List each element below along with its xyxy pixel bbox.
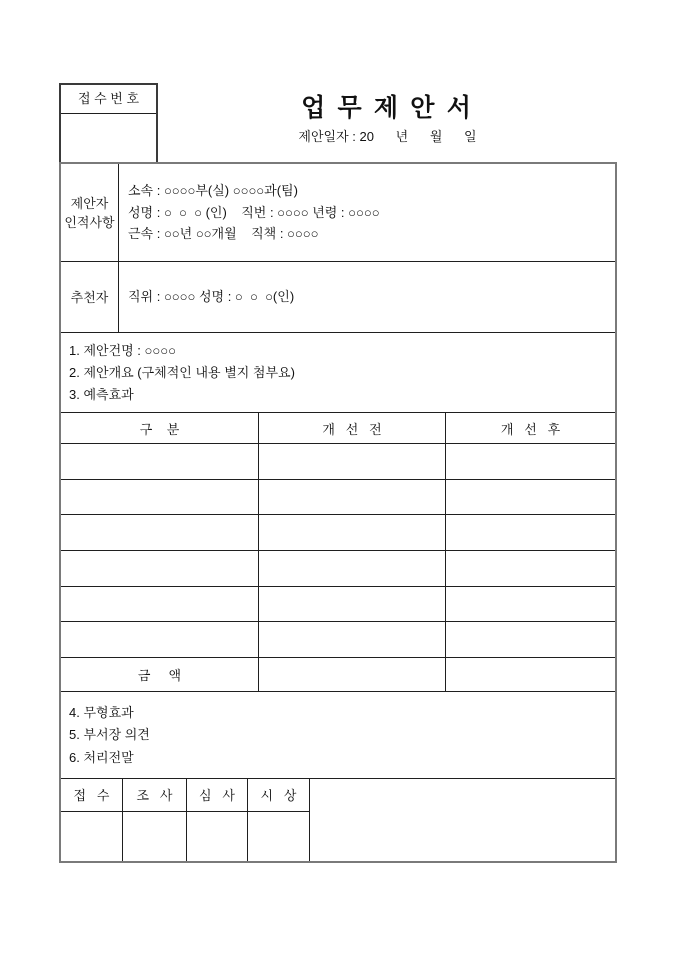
opinion-items-section bbox=[61, 691, 615, 778]
effect-cell-before bbox=[259, 444, 446, 479]
approval-cell-receive bbox=[61, 812, 122, 861]
effect-cell-after bbox=[446, 551, 615, 586]
proposer-service-position: 근속 : ○○년 ○○개월 직책 : ○○○○ bbox=[128, 226, 319, 242]
approval-col-award bbox=[248, 779, 310, 861]
effect-cell-before bbox=[259, 551, 446, 586]
approval-row bbox=[61, 778, 615, 861]
proposal-date-line: 제안일자 : 20 년 월 일 bbox=[298, 129, 477, 144]
item-intangible-effect: 4. 무형효과 bbox=[69, 704, 134, 720]
proposal-items-section bbox=[61, 332, 615, 412]
item-dept-head-opinion: 5. 부서장 의견 bbox=[69, 727, 150, 743]
effect-cell-before bbox=[259, 622, 446, 657]
approval-col-receive bbox=[61, 779, 123, 861]
effect-cell-category bbox=[61, 551, 259, 586]
effect-header-after: 개 선 후 bbox=[500, 421, 561, 437]
approval-header-investigate: 조 사 bbox=[123, 779, 186, 812]
effect-cell-before bbox=[259, 515, 446, 550]
effect-table-header-row bbox=[61, 412, 615, 443]
effect-table-empty-row bbox=[61, 550, 615, 586]
approval-col-review bbox=[187, 779, 248, 861]
proposer-label bbox=[61, 164, 119, 261]
recommender-position-name: 직위 : ○○○○ 성명 : ○ ○ ○(인) bbox=[128, 289, 295, 305]
approval-col-investigate bbox=[123, 779, 187, 861]
effect-cell-category bbox=[61, 622, 259, 657]
approval-header-receive: 접 수 bbox=[61, 779, 122, 812]
effect-cell-after bbox=[446, 587, 615, 622]
effect-cell-after bbox=[446, 444, 615, 479]
recommender-label-text: 추천자 bbox=[70, 289, 109, 305]
item-proposal-title: 1. 제안건명 : ○○○○ bbox=[69, 343, 176, 358]
effect-cell-after bbox=[446, 480, 615, 515]
effect-cell-before bbox=[259, 480, 446, 515]
amount-after-cell bbox=[446, 658, 615, 691]
effect-table-empty-row bbox=[61, 443, 615, 479]
proposer-details-cell bbox=[119, 164, 615, 261]
proposer-affiliation: 소속 : ○○○○부(실) ○○○○과(팀) bbox=[128, 183, 298, 199]
effect-table-empty-row bbox=[61, 479, 615, 515]
recommender-details-cell bbox=[119, 262, 615, 332]
effect-table-amount-row bbox=[61, 657, 615, 691]
effect-header-before: 개 선 전 bbox=[259, 413, 446, 443]
amount-before-cell bbox=[259, 658, 446, 691]
effect-table-empty-row bbox=[61, 621, 615, 657]
effect-cell-category bbox=[61, 444, 259, 479]
effect-cell-category bbox=[61, 587, 259, 622]
approval-cell-award bbox=[248, 812, 309, 861]
proposer-label-line2: 인적사항 bbox=[64, 214, 115, 230]
item-processing-result: 6. 처리전말 bbox=[69, 749, 134, 765]
amount-label: 금 액 bbox=[61, 658, 259, 691]
recommender-label bbox=[61, 262, 119, 332]
receipt-number-label: 접 수 번 호 bbox=[61, 85, 156, 114]
proposer-label-line1: 제안자 bbox=[70, 195, 109, 211]
effect-cell-before bbox=[259, 587, 446, 622]
receipt-number-box bbox=[59, 83, 158, 164]
approval-cell-investigate bbox=[123, 812, 186, 861]
approval-cell-review bbox=[187, 812, 247, 861]
effect-header-category: 구 분 bbox=[61, 413, 259, 443]
effect-cell-after bbox=[446, 622, 615, 657]
receipt-number-value-cell bbox=[61, 114, 156, 162]
proposer-name-id-age: 성명 : ○ ○ ○ (인) 직번 : ○○○○ 년령 : ○○○○ bbox=[128, 204, 380, 220]
item-expected-effect: 3. 예측효과 bbox=[69, 387, 134, 402]
item-proposal-outline: 2. 제안개요 (구체적인 내용 별지 첨부요) bbox=[69, 365, 295, 380]
document-title: 업 무 제 안 서 bbox=[301, 95, 474, 122]
effect-cell-category bbox=[61, 480, 259, 515]
proposer-info-row bbox=[61, 164, 615, 261]
effect-cell-category bbox=[61, 515, 259, 550]
recommender-row bbox=[61, 261, 615, 332]
approval-remarks-cell bbox=[310, 779, 615, 861]
effect-table-empty-row bbox=[61, 586, 615, 622]
effect-table-empty-row bbox=[61, 514, 615, 550]
approval-header-award: 시 상 bbox=[248, 779, 309, 812]
main-form-table bbox=[59, 162, 617, 863]
effect-cell-after bbox=[446, 515, 615, 550]
approval-header-review: 심 사 bbox=[187, 779, 247, 812]
